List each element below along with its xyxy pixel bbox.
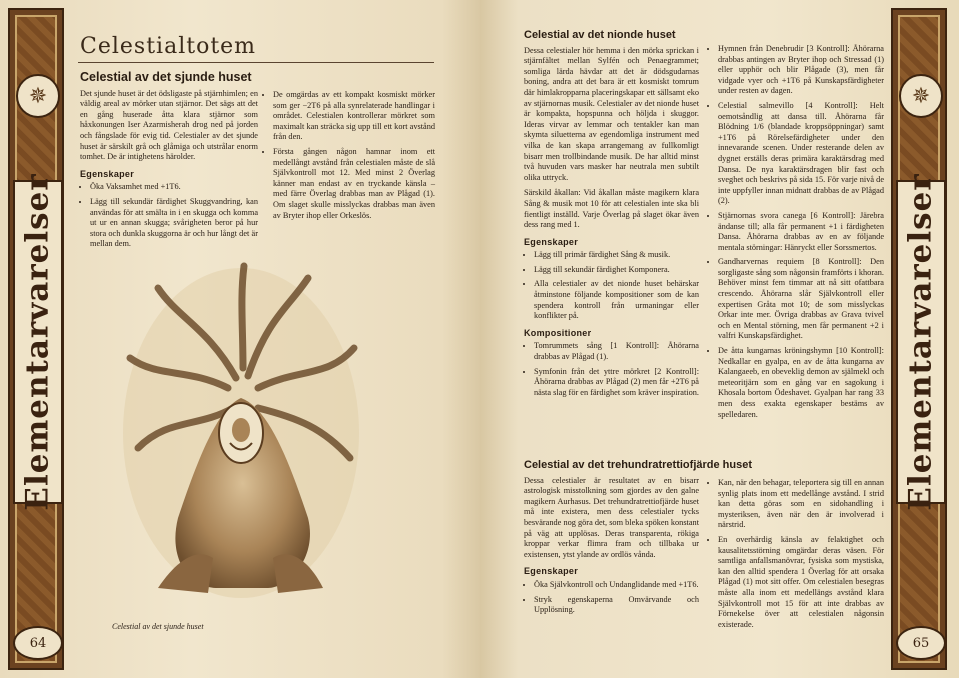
list-item: • Tomrummets sång [1 Kontroll]: Åhörarna drabbas av Plågad (1). bbox=[534, 341, 699, 362]
egenskaper-heading: Egenskaper bbox=[524, 566, 579, 577]
left-column-2 bbox=[263, 90, 435, 225]
list-item: • Celestial salmevillo [4 Kontroll]: Helt oemotsåndlig att dansa till. Åhörarna får Blödning 1/6 (blandade kroppsöppningar) samt +1T6 på Rörelsefärdigheter under den innevarande scenen. Under resterande delen av dygnet erställs deras primära karaktärsdrag med Dansa. De nya karaktärsdragen blir fast och sveghet och beskrivs på sida 15. För varje nivå de inte uppfyller innan midnatt drabbas de av Plågad (2). bbox=[718, 101, 884, 207]
list-item: • Lägg till sekundär färdighet Skuggvandring, kan användas för att smälta in i en skugga och komma ut ur en annan skugga; svårigheten beror på hur stora och dunkla skuggorna är och hur långt det är mellan dem. bbox=[90, 197, 258, 250]
egenskaper-list bbox=[80, 182, 258, 250]
right-column-2-lower bbox=[708, 478, 884, 634]
list-item: • Alla celestialer av det nionde huset behärskar åtminstone följande kompositioner som de kan spendera kontroll från urmaningar eller konflikter på. bbox=[534, 279, 699, 321]
list-item: • Symfonin från det yttre mörkret [2 Kontroll]: Åhörarna drabbas av Plågad (2) men får +2T6 på nästa slag för en färdighet som kräver inspiration. bbox=[534, 367, 699, 399]
celestial-illustration bbox=[118, 258, 364, 608]
list-item: • Öka Vaksamhet med +1T6. bbox=[90, 182, 258, 193]
egenskaper-heading: Egenskaper bbox=[524, 236, 579, 247]
illustration-caption: Celestial av det sjunde huset bbox=[112, 622, 204, 631]
section-heading: Celestial av det nionde huset bbox=[524, 29, 676, 41]
list-item: • Stjärnornas svora canega [6 Kontroll]: Järebra ändanse till; alla får permanent +1 i färdigheten Dansa. Åhörarna drabbas av en av följande mentala störningar: Hänryckt eller Sorssmertos. bbox=[718, 211, 884, 253]
left-column-1 bbox=[80, 72, 258, 254]
list-item: • Hymnen från Denebrudir [3 Kontroll]: Åhörarna drabbas antingen av Bryter ihop och Stressad (1) eller upphör och blir Plågade (3), men får vidgade vyer och +1T6 på Kunskapsfärdigheter under resten av dagen. bbox=[718, 44, 884, 97]
right-decorative-border bbox=[891, 8, 947, 670]
sidebar-title-box bbox=[896, 173, 946, 511]
list-item: • Gandharvernas requiem [8 Kontroll]: Den sorgligaste sång som någonsin framförts i khoran. Behöver minst fem timmar att nå sitt ofattbara crescendo. Åhörarna slår Självkontroll eller expertisen Gråta mot 10; de som misslyckas Orkar inte mer. Övriga drabbas av Grava tvivel och en Mental störning, men får permanent +2 i valfri Kunskapsfärdighet. bbox=[718, 257, 884, 342]
list-item: • De omgärdas av ett kompakt kosmiskt mörker som ger −2T6 på alla synrelaterade handlingar i området. Celestialen kontrollerar mörkret som maximalt kan sträcka sig upp till ett kort avstånd från den. bbox=[273, 90, 435, 143]
left-decorative-border bbox=[8, 8, 64, 670]
list-item: • Första gången någon hamnar inom ett medellångt avstånd från celestialen måste de slå Självkontroll mot 12. Med minst 2 Överlag känner man endast av en tryckande känsla – med färre Överlag drabbas man av Plågad (1). Om slaget skulle misslyckas drabbas man även av Bryter ihop eller Orkeslös. bbox=[273, 147, 435, 221]
right-column-1 bbox=[524, 30, 699, 402]
celtic-knot-icon: ✵ bbox=[16, 74, 60, 118]
egenskaper-list bbox=[524, 580, 699, 616]
page-title: Celestialtotem bbox=[80, 34, 257, 59]
egenskaper-list bbox=[524, 250, 699, 322]
list-item: • Stryk egenskaperna Omvärvande och Upplösning. bbox=[534, 595, 699, 616]
right-column-1-lower bbox=[524, 459, 752, 620]
kompositioner-list bbox=[524, 341, 699, 398]
effect-list bbox=[263, 90, 435, 221]
special-summon: Särskild åkallan: Vid åkallan måste magikern klara Sång & musik mot 10 för att celestialen inte ska bli fientligt inställd. Varje Överlag på slaget ökar även dess rang med 1. bbox=[524, 188, 699, 230]
page-number: 64 bbox=[13, 626, 63, 660]
section-intro: Det sjunde huset är det ödsligaste på stjärnhimlen; en väldig areal av mörker utan stjärnor. Det sägs att det en gång huserade åtta klara stjärnor som håxkonungen Iser Azarmisherah drog ned på jorden och fångslade för evig tid. Celestialer av det sjunde huset är särskilt grå och glåmiga och utstrålar enorm tomhet. De är intighetens härolder. bbox=[80, 88, 258, 162]
sidebar-title: Elementarvarelser bbox=[903, 173, 939, 511]
list-item: • De åtta kungarnas kröningshymn [10 Kontroll]: Nedkallar en gyalpa, en av de åtta kungarna av Kalangaeeb, en obeveklig demon av själmekl och meteoritjärn som en gång var en sagokung i Khosala bortom Ödeshavet. Gyalpan har rang 33 men dess exakta egenskaper bestäms av spelledaren. bbox=[718, 346, 884, 420]
list-item: • Lägg till sekundär färdighet Komponera. bbox=[534, 265, 699, 276]
kompositioner-list-cont bbox=[708, 44, 884, 420]
section-heading: Celestial av det trehundratrettiofjärde huset bbox=[524, 459, 752, 471]
section-heading: Celestial av det sjunde huset bbox=[80, 70, 252, 84]
right-column-2 bbox=[708, 44, 884, 424]
title-rule bbox=[78, 62, 434, 63]
sidebar-title-box bbox=[13, 173, 63, 511]
list-item: • Lägg till primär färdighet Sång & musik. bbox=[534, 250, 699, 261]
sidebar-title: Elementarvarelser bbox=[20, 173, 56, 511]
page-number: 65 bbox=[896, 626, 946, 660]
celtic-knot-icon: ✵ bbox=[899, 74, 943, 118]
kompositioner-heading: Kompositioner bbox=[524, 327, 592, 338]
list-item: • Kan, när den behagar, teleportera sig till en annan synlig plats inom ett medellånge avstånd. I strid kan detta göras som en sidohandling i mysteriksen, även när den är involverad i närstrid. bbox=[718, 478, 884, 531]
effect-list bbox=[708, 478, 884, 630]
section-intro: Dessa celestialer hör hemma i den mörka sprickan i stjärnfältet mellan Sylfén och Penaegrammet; somliga lärda hävdar att det är dödsgudarnas boning, andra att det bara är ett kosmiskt tomrum där himlakropparna placeringskapar ett sällsamt eko av stjärnornas musik. Celestialer av det nionde huset är kompakta, hopspunna och höljda i skuggor. Ideras virvar av lemmar och tentakler kan man skymta siluetterna av egendomliga instrument med vilka de kan skapa arrangemang av fullkomligt bisarr men trollbindande musik. De har alltid minst två huvuden vars masker har neutrala men subtilt olika uttryck. bbox=[524, 45, 699, 182]
section-intro: Dessa celestialer är resultatet av en bisarr astrologisk misstolkning som gjordes av den galne magikern Aurhasus. Det trehundratrettiofjärde huset må inte existera, men dess celestialer tycks besvärande nog göra det, som bleka spöken konstant på väg att upplösas. Deras transparenta, rökiga kroppar verkar flimra fram och tillbaka ur existensen, ytst ylande av ordlös vånda. bbox=[524, 475, 699, 559]
egenskaper-heading: Egenskaper bbox=[80, 168, 135, 179]
list-item: • Öka Självkontroll och Undanglidande med +1T6. bbox=[534, 580, 699, 591]
list-item: • En overhärdig känsla av felaktighet och kausalitetsstörning omgärdar deras väsen. För samtliga anfallsmanövrar, fysiska som mystiska, kan den alltid spendera 1 Överlag för att orsaka Plågad (1) mot sitt offer. Om celestialen besegras måste alla inom ett medellängs avstånd klara Självkontroll mot 15 för att inte drabbas av Förnekelse över att celestialen någonsin existerade. bbox=[718, 535, 884, 630]
